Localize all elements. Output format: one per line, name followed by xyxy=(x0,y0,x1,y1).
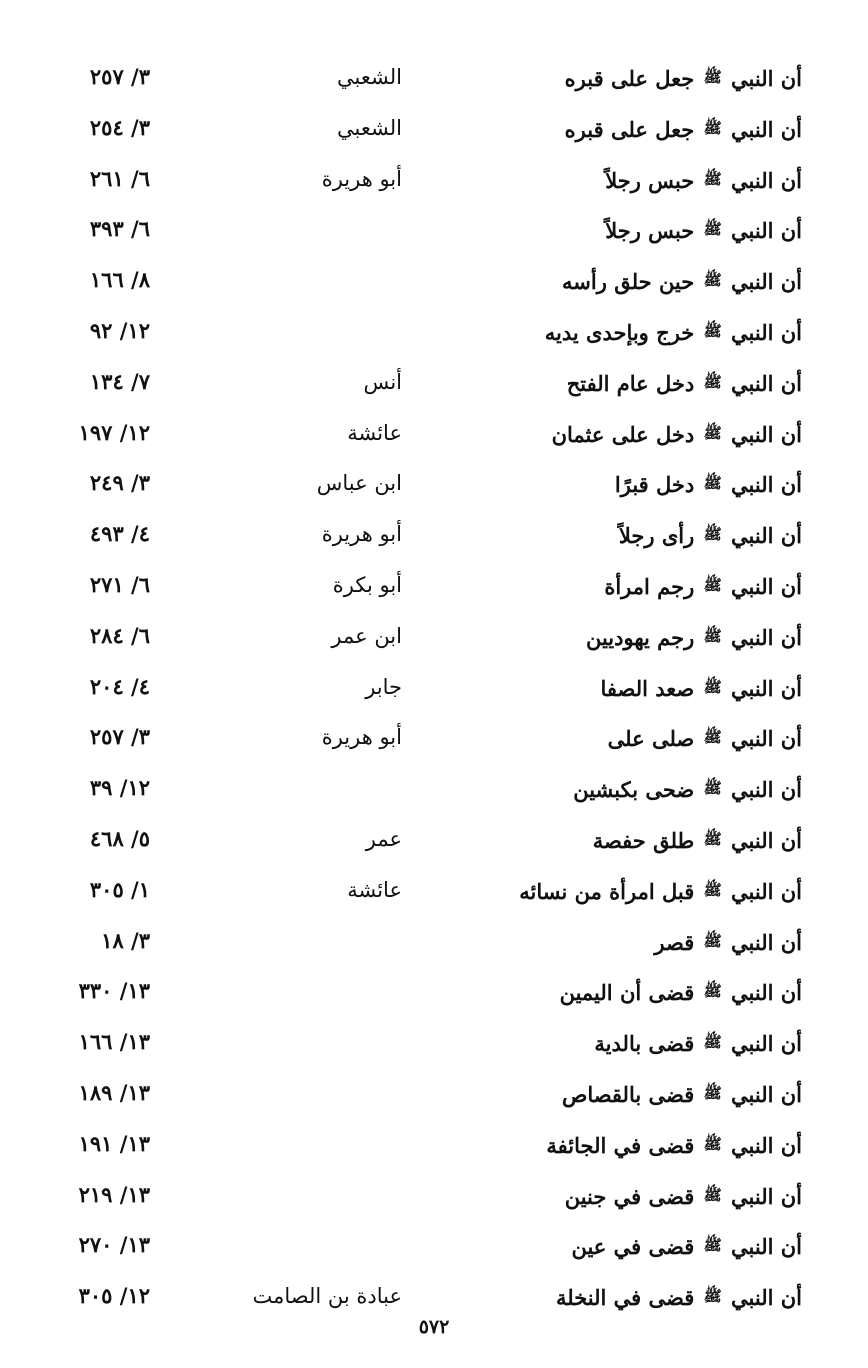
salutation-icon: ﷺ xyxy=(703,1236,722,1255)
salutation-icon: ﷺ xyxy=(703,1134,722,1153)
index-entry xyxy=(0,509,868,560)
hadith-text: جعل على قبره xyxy=(564,116,695,142)
hadith-incipit xyxy=(552,408,802,459)
hadith-text: قضى أن اليمين xyxy=(559,980,695,1006)
salutation-icon: ﷺ xyxy=(703,677,722,696)
salutation-icon: ﷺ xyxy=(703,372,722,391)
index-entry xyxy=(0,966,868,1017)
volume-page-reference: ١/ ٣٠٥ xyxy=(89,876,150,902)
salutation-icon: ﷺ xyxy=(703,1287,722,1306)
hadith-text: قضى في عين xyxy=(571,1234,695,1260)
hadith-incipit xyxy=(573,763,802,814)
page-number: ٥٧٢ xyxy=(418,1316,450,1338)
hadith-text: حبس رجلاً xyxy=(605,218,695,244)
hadith-prefix: أن النبي xyxy=(731,827,802,853)
narrator-name: عائشة xyxy=(347,420,402,445)
hadith-prefix: أن النبي xyxy=(731,878,802,904)
narrator-name: أبو هريرة xyxy=(321,725,402,750)
index-entry xyxy=(0,408,868,459)
hadith-text: قضى بالقصاص xyxy=(561,1081,695,1107)
index-entry xyxy=(0,1220,868,1271)
hadith-text: رجم امرأة xyxy=(604,573,695,599)
hadith-prefix: أن النبي xyxy=(731,777,802,803)
hadith-text: قبل امرأة من نسائه xyxy=(519,878,695,904)
volume-page-reference: ١٢/ ٣٠٥ xyxy=(78,1283,150,1309)
volume-page-reference: ٦/ ٣٩٣ xyxy=(89,216,150,242)
index-entry xyxy=(0,611,868,662)
index-entry xyxy=(0,1068,868,1119)
index-entry xyxy=(0,1170,868,1221)
index-entry xyxy=(0,52,868,103)
hadith-prefix: أن النبي xyxy=(731,66,802,91)
index-entry xyxy=(0,712,868,763)
volume-page-reference: ١٢/ ٣٩ xyxy=(89,775,150,801)
hadith-text: رجم يهوديين xyxy=(585,624,695,650)
hadith-text: رأى رجلاً xyxy=(618,523,695,549)
salutation-icon: ﷺ xyxy=(703,982,722,1001)
index-entry xyxy=(0,1271,868,1322)
narrator-name: ابن عمر xyxy=(331,623,402,648)
hadith-incipit xyxy=(619,509,802,560)
hadith-incipit xyxy=(605,154,802,205)
salutation-icon: ﷺ xyxy=(703,118,722,137)
hadith-text: قضى في جنين xyxy=(564,1183,695,1209)
index-entry xyxy=(0,662,868,713)
narrator-name: أبو هريرة xyxy=(321,522,402,547)
hadith-incipit xyxy=(565,1170,802,1221)
hadith-incipit xyxy=(567,357,802,408)
hadith-incipit xyxy=(594,1017,802,1068)
salutation-icon: ﷺ xyxy=(703,880,722,899)
salutation-icon: ﷺ xyxy=(703,271,722,290)
salutation-icon: ﷺ xyxy=(703,321,722,340)
narrator-name: ابن عباس xyxy=(316,471,402,496)
volume-page-reference: ٧/ ١٣٤ xyxy=(89,368,150,394)
hadith-text: قضى في الجائفة xyxy=(546,1132,695,1158)
salutation-icon: ﷺ xyxy=(703,575,722,594)
hadith-prefix: أن النبي xyxy=(731,523,802,549)
hadith-incipit xyxy=(546,1119,802,1170)
volume-page-reference: ١٣/ ١٨٩ xyxy=(78,1079,150,1105)
hadith-incipit xyxy=(560,966,802,1017)
narrator-name: جابر xyxy=(365,674,402,699)
hadith-prefix: أن النبي xyxy=(731,319,802,345)
index-entry xyxy=(0,763,868,814)
salutation-icon: ﷺ xyxy=(703,728,722,747)
index-entry xyxy=(0,103,868,154)
hadith-prefix: أن النبي xyxy=(731,1081,802,1107)
hadith-incipit xyxy=(601,662,803,713)
volume-page-reference: ١٣/ ١٦٦ xyxy=(78,1029,150,1055)
hadith-incipit xyxy=(654,916,802,967)
hadith-text: حين حلق رأسه xyxy=(562,269,695,295)
hadith-prefix: أن النبي xyxy=(731,269,802,295)
index-entry xyxy=(0,306,868,357)
volume-page-reference: ١٣/ ١٩١ xyxy=(78,1130,150,1156)
salutation-icon: ﷺ xyxy=(703,779,722,798)
index-entry xyxy=(0,865,868,916)
volume-page-reference: ٣/ ٢٤٩ xyxy=(89,470,150,496)
hadith-prefix: أن النبي xyxy=(731,1132,802,1158)
hadith-prefix: أن النبي xyxy=(731,1285,802,1311)
hadith-index-list xyxy=(0,52,868,1322)
hadith-text: خرج وبإحدى يديه xyxy=(544,319,695,345)
index-entry xyxy=(0,814,868,865)
hadith-text: دخل عام الفتح xyxy=(566,370,695,396)
hadith-incipit xyxy=(565,52,802,103)
volume-page-reference: ٤/ ٢٠٤ xyxy=(89,673,150,699)
hadith-prefix: أن النبي xyxy=(731,929,802,955)
hadith-text: ضحى بكبشين xyxy=(573,777,695,803)
index-entry xyxy=(0,204,868,255)
salutation-icon: ﷺ xyxy=(703,931,722,950)
volume-page-reference: ١٢/ ٩٢ xyxy=(89,317,150,343)
volume-page-reference: ٤/ ٤٩٣ xyxy=(89,521,150,547)
volume-page-reference: ٥/ ٤٦٨ xyxy=(89,825,150,851)
index-entry xyxy=(0,916,868,967)
volume-page-reference: ١٣/ ٢١٩ xyxy=(78,1181,150,1207)
hadith-text: دخل على عثمان xyxy=(551,421,695,447)
salutation-icon: ﷺ xyxy=(703,829,722,848)
narrator-name: أبو هريرة xyxy=(321,166,402,191)
hadith-prefix: أن النبي xyxy=(731,1183,802,1209)
hadith-incipit xyxy=(562,255,802,306)
hadith-prefix: أن النبي xyxy=(731,1031,802,1057)
index-entry xyxy=(0,357,868,408)
hadith-text: دخل قبرًا xyxy=(614,472,695,498)
hadith-prefix: أن النبي xyxy=(731,167,802,193)
narrator-name: عائشة xyxy=(347,877,402,902)
hadith-incipit xyxy=(593,814,802,865)
narrator-name: الشعبي xyxy=(337,65,402,89)
index-entry xyxy=(0,458,868,509)
volume-page-reference: ١٣/ ٣٣٠ xyxy=(78,978,150,1004)
hadith-incipit xyxy=(519,865,802,916)
salutation-icon: ﷺ xyxy=(703,1083,722,1102)
salutation-icon: ﷺ xyxy=(703,169,722,188)
narrator-name: أنس xyxy=(363,369,402,394)
volume-page-reference: ١٣/ ٢٧٠ xyxy=(78,1232,150,1258)
hadith-incipit xyxy=(605,204,802,255)
hadith-prefix: أن النبي xyxy=(731,472,802,498)
hadith-prefix: أن النبي xyxy=(731,370,802,396)
hadith-text: قصر xyxy=(654,929,695,955)
volume-page-reference: ٣/ ٢٥٤ xyxy=(89,114,150,140)
index-entry xyxy=(0,1119,868,1170)
salutation-icon: ﷺ xyxy=(703,474,722,493)
hadith-text: طلق حفصة xyxy=(592,827,695,853)
hadith-incipit xyxy=(571,1220,802,1271)
salutation-icon: ﷺ xyxy=(703,1185,722,1204)
volume-page-reference: ٦/ ٢٧١ xyxy=(89,571,150,597)
salutation-icon: ﷺ xyxy=(703,626,722,645)
hadith-text: حبس رجلاً xyxy=(605,167,695,193)
narrator-name: الشعبي xyxy=(337,115,402,140)
salutation-icon: ﷺ xyxy=(703,423,722,442)
hadith-incipit xyxy=(565,103,802,154)
hadith-incipit xyxy=(556,1271,802,1322)
hadith-text: جعل على قبره xyxy=(564,66,695,91)
volume-page-reference: ٣/ ١٨ xyxy=(101,927,150,953)
narrator-name: عبادة بن الصامت xyxy=(252,1284,402,1309)
salutation-icon: ﷺ xyxy=(703,525,722,544)
hadith-incipit xyxy=(615,458,802,509)
hadith-prefix: أن النبي xyxy=(731,1234,802,1260)
hadith-prefix: أن النبي xyxy=(731,675,802,701)
hadith-text: قضى بالدية xyxy=(594,1031,695,1057)
hadith-text: قضى في النخلة xyxy=(556,1285,695,1311)
hadith-incipit xyxy=(545,306,802,357)
hadith-prefix: أن النبي xyxy=(731,421,802,447)
hadith-incipit xyxy=(604,560,802,611)
narrator-name: عمر xyxy=(365,826,402,851)
hadith-incipit xyxy=(608,712,802,763)
hadith-prefix: أن النبي xyxy=(731,573,802,599)
hadith-text: صعد الصفا xyxy=(600,675,695,701)
volume-page-reference: ٨/ ١٦٦ xyxy=(89,267,150,293)
volume-page-reference: ٣/ ٢٥٧ xyxy=(89,724,150,750)
narrator-name: أبو بكرة xyxy=(332,572,402,597)
index-entry xyxy=(0,154,868,205)
hadith-prefix: أن النبي xyxy=(731,726,802,752)
volume-page-reference: ٦/ ٢٦١ xyxy=(89,165,150,191)
index-entry xyxy=(0,560,868,611)
volume-page-reference: ١٢/ ١٩٧ xyxy=(78,419,150,445)
hadith-text: صلى على xyxy=(607,726,695,752)
salutation-icon: ﷺ xyxy=(703,68,722,86)
index-entry xyxy=(0,255,868,306)
volume-page-reference: ٣/ ٢٥٧ xyxy=(89,64,150,89)
salutation-icon: ﷺ xyxy=(703,1033,722,1052)
hadith-prefix: أن النبي xyxy=(731,624,802,650)
hadith-prefix: أن النبي xyxy=(731,218,802,244)
salutation-icon: ﷺ xyxy=(703,220,722,239)
volume-page-reference: ٦/ ٢٨٤ xyxy=(89,622,150,648)
hadith-prefix: أن النبي xyxy=(731,116,802,142)
hadith-incipit xyxy=(586,611,802,662)
hadith-incipit xyxy=(562,1068,802,1119)
hadith-prefix: أن النبي xyxy=(731,980,802,1006)
index-entry xyxy=(0,1017,868,1068)
